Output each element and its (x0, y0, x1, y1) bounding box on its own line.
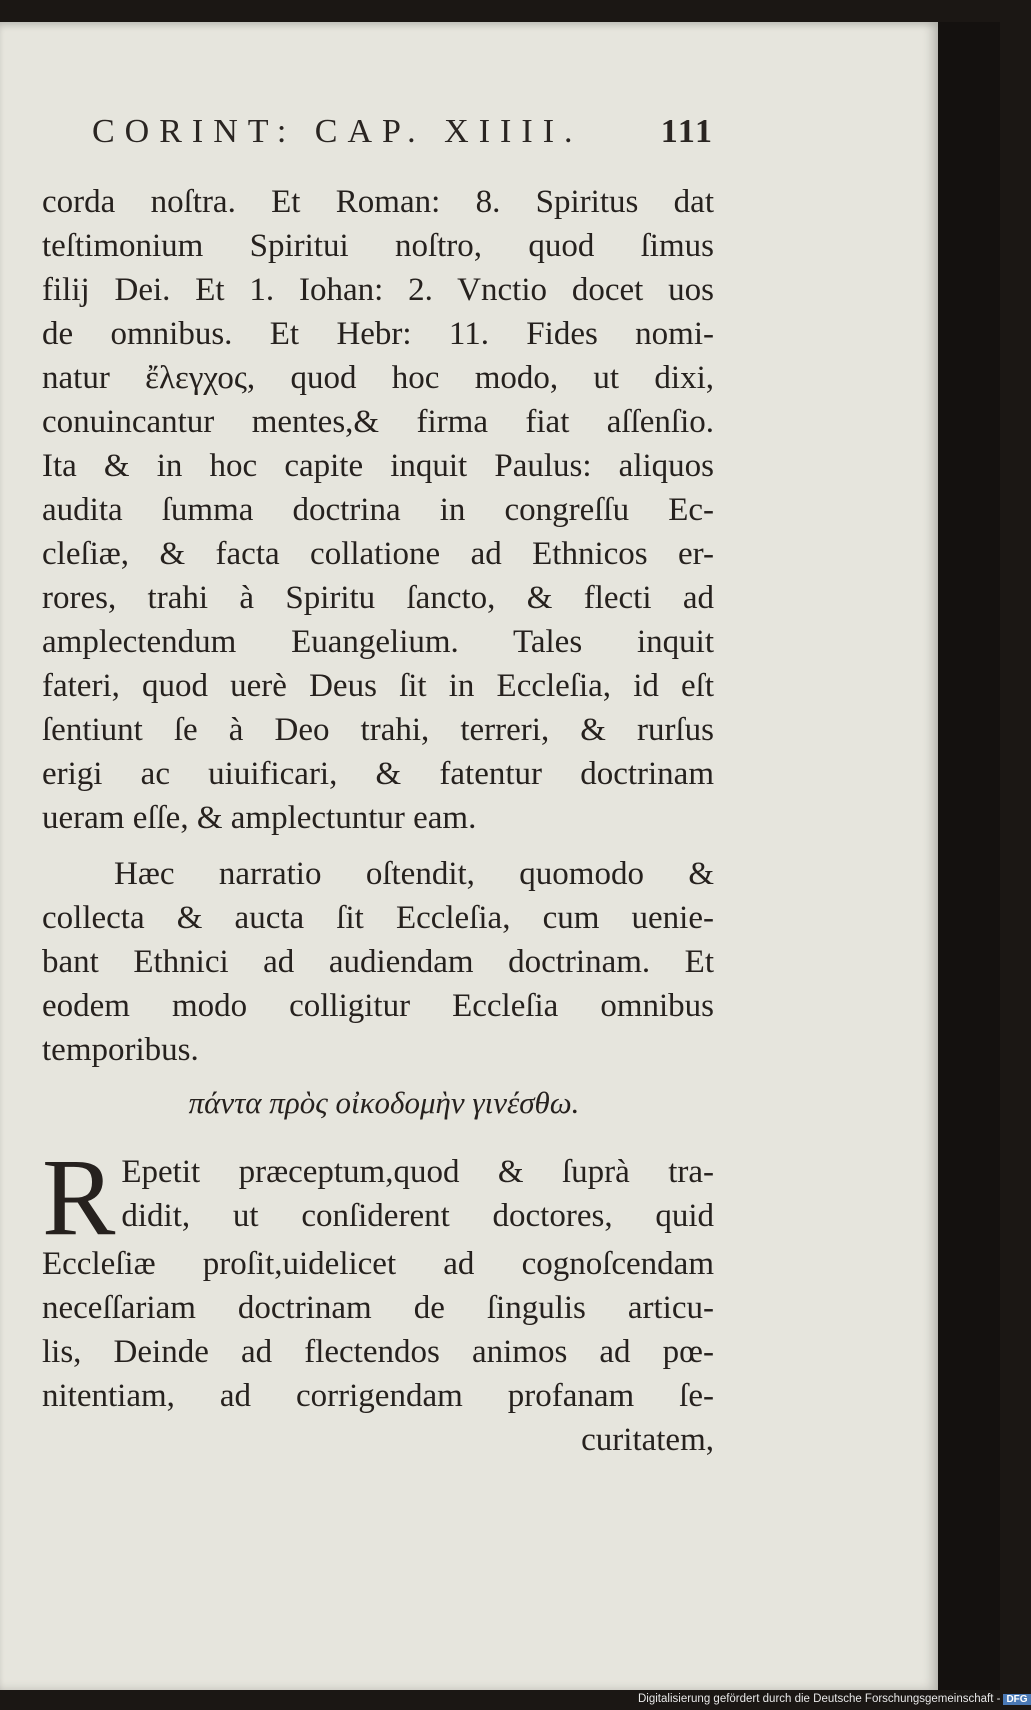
text-line: rores, trahi à Spiritu ſancto, & flecti ad (42, 580, 714, 616)
paragraph-2 (42, 852, 714, 1072)
text-line: nitentiam, ad corrigendam profanam ſe- (42, 1378, 714, 1414)
text-line: filij Dei. Et 1. Iohan: 2. Vnctio docet uos (42, 272, 714, 308)
text-line: teſtimonium Spiritui noſtro, quod ſimus (42, 228, 714, 264)
text-line: didit, ut conſiderent doctores, quid (121, 1198, 714, 1234)
text-line: erigi ac uiuificari, & fatentur doctrinam (42, 756, 714, 792)
text-line: collecta & aucta ſit Eccleſia, cum ueniе- (42, 900, 714, 936)
text-line: eodem modo colligitur Eccleſia omnibus (42, 988, 714, 1024)
folio-number: 111 (660, 113, 714, 150)
drop-cap: R (42, 1136, 116, 1258)
text-line: conuincantur mentes,& firma fiat aſſenſio. (42, 404, 714, 440)
text-line: amplectendum Euangelium. Tales inquit (42, 624, 714, 660)
paragraph-1 (42, 180, 714, 840)
greek-heading: πάντα πρὸς οἰκοδομὴν γινέσθω. (188, 1085, 580, 1120)
text-line: audita ſumma doctrina in congreſſu Ec- (42, 492, 714, 528)
text-line: Hæc narratio oſtendit, quomodo & (114, 856, 714, 892)
paragraph-3 (42, 1136, 714, 1462)
text-line: cleſiæ, & facta collatione ad Ethnicos er- (42, 536, 714, 572)
text-line: de omnibus. Et Hebr: 11. Fides nomi- (42, 316, 714, 352)
text-line: bant Ethnici ad audiendam doctrinam. Et (42, 944, 714, 980)
text-line: neceſſariam doctrinam de ſingulis articu- (42, 1290, 714, 1326)
text-line: natur ἔλεγχος, quod hoc modo, ut dixi, (42, 360, 714, 396)
dfg-logo: DFG (1003, 1694, 1030, 1705)
text-line: corda noſtra. Et Roman: 8. Spiritus dat (42, 184, 714, 220)
digitization-footer (638, 1693, 1031, 1705)
footer-text: Digitalisierung gefördert durch die Deutsche Forschungsgemeinschaft - (638, 1693, 1001, 1705)
page-header (92, 113, 714, 151)
text-line: Epetit præceptum,quod & ſuprà tra- (121, 1154, 714, 1190)
scan-edge (938, 22, 1000, 1690)
text-line: lis, Deinde ad flectendos animos ad pœ- (42, 1334, 714, 1370)
text-line: ueram eſſe, & amplectuntur eam. (42, 800, 477, 836)
text-line: Eccleſiæ proſit,uidelicet ad cognoſcendam (42, 1246, 714, 1282)
text-line: temporibus. (42, 1032, 199, 1068)
catchword: curitatem, (581, 1422, 714, 1458)
text-line: fateri, quod uerè Deus ſit in Eccleſia, id eſt (42, 668, 714, 704)
text-line: Ita & in hoc capite inquit Paulus: aliquos (42, 448, 714, 484)
text-line: ſentiunt ſe à Deo trahi, terreri, & rurſus (42, 712, 714, 748)
running-title: CORINT: CAP. XIIII. (92, 113, 583, 150)
